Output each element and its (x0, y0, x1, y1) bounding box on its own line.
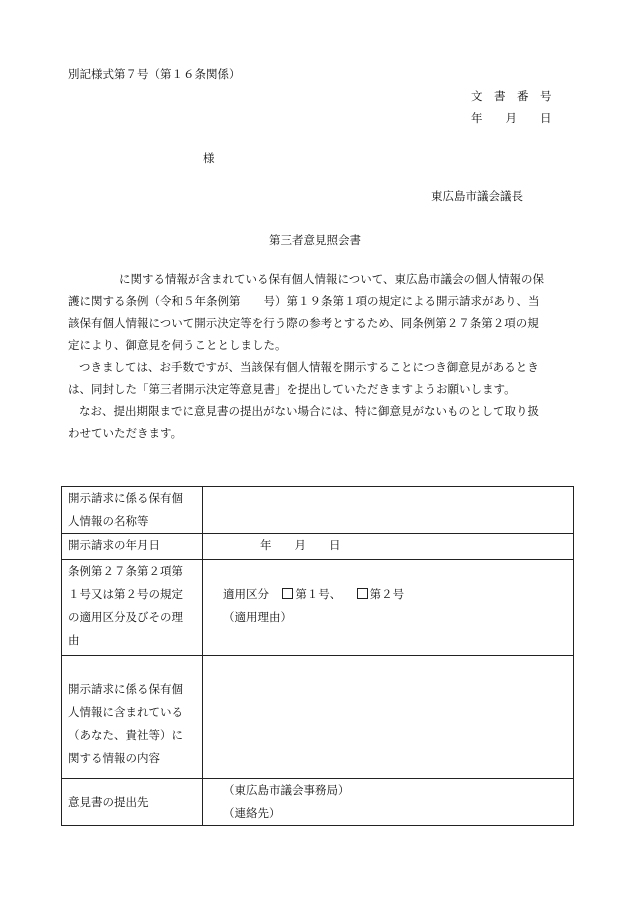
table-label-cell (62, 779, 203, 826)
table-row (62, 534, 574, 560)
category-label: 適用区分 (223, 587, 269, 601)
label-line: 関する情報の内容 (68, 751, 160, 765)
body-paragraph-1 (68, 268, 573, 356)
table-row (62, 487, 574, 534)
opinion-inquiry-table (61, 486, 574, 826)
sender-name: 東広島市議会議長 (431, 189, 523, 203)
applicable-category-cell (203, 560, 574, 656)
body-line: に関する情報が含まれている保有個人情報について、東広島市議会の個人情報の保 (119, 272, 545, 286)
label-line: 由 (68, 633, 80, 647)
body-paragraph-3 (68, 400, 573, 444)
body-line: なお、提出期限までに意見書の提出がない場合には、特に御意見がないものとして取り扱 (79, 404, 539, 418)
option-1-checkbox[interactable] (282, 587, 341, 601)
document-number-label: 文 書 番 号 (471, 89, 552, 103)
label-line: （あなた、貴社等）に (68, 728, 183, 742)
form-number-label: 別記様式第７号（第１６条関係） (68, 67, 241, 81)
label-line: 条例第２７条第２項第 (68, 564, 183, 578)
date-label: 年 月 日 (471, 111, 552, 125)
request-date-value: 年 月 日 (260, 538, 341, 552)
label-line: 開示請求に係る保有個 (68, 491, 183, 505)
body-line: つきましては、お手数ですが、当該保有個人情報を開示することにつき御意見があるとき (79, 360, 539, 374)
table-row (62, 779, 574, 826)
request-date-field[interactable] (203, 534, 574, 560)
body-line: は、同封した「第三者開示決定等意見書」を提出していただきますようお願いします。 (68, 382, 516, 396)
body-line: 定により、御意見を伺うこととしました。 (68, 338, 287, 352)
destination-contact: （連絡先） (223, 806, 281, 820)
checkbox-icon (357, 588, 368, 599)
table-label-cell (62, 487, 203, 534)
table-row (62, 656, 574, 779)
body-paragraph-2 (68, 356, 573, 400)
category-line (209, 560, 573, 606)
table-label-cell (62, 534, 203, 560)
checkbox-icon (282, 588, 293, 599)
option-1-label: 第１号、 (295, 587, 342, 601)
info-content-field[interactable] (203, 656, 574, 779)
option-2-label: 第２号 (369, 587, 405, 601)
table-label-cell (62, 656, 203, 779)
body-line: 該保有個人情報について開示決定等を行う際の参考とするため、同条例第２７条第２項の規 (68, 316, 539, 330)
table-label-cell (62, 560, 203, 656)
body-line: わせていただきます。 (68, 426, 183, 440)
submission-destination-cell (203, 779, 574, 826)
personal-info-name-field[interactable] (203, 487, 574, 534)
label-line: 人情報の名称等 (68, 514, 149, 528)
label-line: 意見書の提出先 (68, 794, 149, 809)
label-line: 開示請求に係る保有個 (68, 682, 183, 696)
label-line: 人情報に含まれている (68, 705, 183, 719)
table-row (62, 560, 574, 656)
addressee-suffix: 様 (203, 151, 215, 165)
destination-office: （東広島市議会事務局） (223, 783, 350, 797)
option-2-checkbox[interactable] (357, 587, 405, 601)
document-title: 第三者意見照会書 (269, 233, 361, 247)
body-line: 護に関する条例（令和５年条例第 号）第１９条第１項の規定による開示請求があり、当 (68, 294, 540, 308)
label-line: １号又は第２号の規定 (68, 587, 183, 601)
label-line: 開示請求の年月日 (68, 538, 160, 552)
reason-label: （適用理由） (223, 610, 292, 624)
label-line: の適用区分及びその理 (68, 610, 183, 624)
